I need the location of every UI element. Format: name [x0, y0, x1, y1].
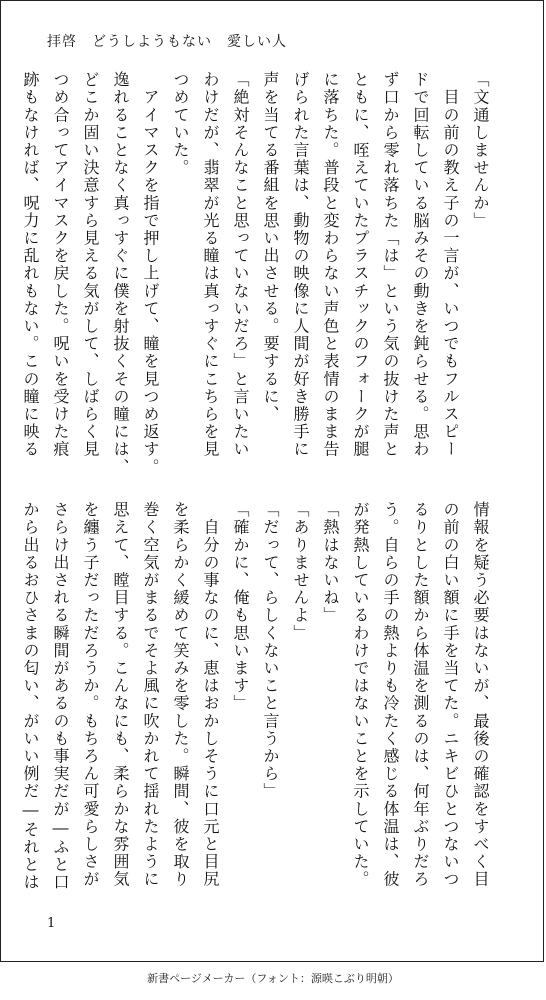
- text-line: 跡もなければ、呪力に乱れもない。この瞳に映る: [21, 71, 40, 459]
- text-line: 逸れることなく真っすぐに僕を射抜くその瞳には、: [111, 71, 130, 476]
- text-line: 「文通しませんか」: [471, 71, 490, 230]
- text-line: つめ合ってアイマスクを戻した。呪いを受けた痕: [51, 71, 70, 459]
- running-header-title: 拝啓 どうしようもない 愛しい人: [47, 34, 287, 50]
- upper-text-block: [21, 71, 495, 476]
- text-line: げられた言葉は、動物の映像に人間が好き勝手に: [291, 71, 310, 459]
- text-line: さらけ出される瞬間があるのも事実だが―ふと口: [51, 501, 70, 892]
- text-line: るりとした額から体温を測るのは、何年ぶりだろ: [411, 501, 430, 889]
- lower-text-block: [21, 501, 495, 901]
- text-line: ドで回転している脳みその動きを鈍らせる。思わ: [411, 71, 430, 459]
- text-line: 「絶対そんなこと思っていないだろ」と言いたい: [231, 71, 250, 459]
- text-line: が発熱しているわけではないことを示していた。: [351, 501, 370, 889]
- text-line: 「だって、らしくないこと言うから」: [261, 501, 280, 801]
- text-line: の前の白い額に手を当てた。ニキビひとつないつ: [441, 501, 460, 889]
- text-line: 自分の事なのに、恵はおかしそうに口元と目尻: [201, 501, 220, 889]
- text-line: どこか固い決意すら見える気がして、しばらく見: [81, 71, 100, 459]
- text-line: 目の前の教え子の一言が、いつでもフルスピー: [441, 71, 460, 459]
- text-line: 情報を疑う必要はないが、最後の確認をすべく目: [471, 501, 490, 889]
- text-line: ともに、咥えていたプラスチックのフォークが腿: [351, 71, 370, 459]
- text-line: を纏う子だっただろうか。もちろん可愛らしさが: [81, 501, 100, 889]
- text-line: う。自らの手の熱よりも冷たく感じる体温は、彼: [381, 501, 400, 889]
- text-line: を柔らかく緩めて笑みを零した。瞬間、彼を取り: [171, 501, 190, 889]
- text-line: から出るおひさまの匂い、がいい例だ―それとは: [21, 501, 40, 892]
- text-line: 思えて、瞠目する。こんなにも、柔らかな雰囲気: [111, 501, 130, 889]
- text-line: 声を当てる番組を思い出させる。要するに、: [261, 71, 280, 423]
- page-number: 1: [47, 916, 56, 931]
- text-line: 「ありませんよ」: [291, 501, 310, 642]
- footer-caption: 新書ページメーカー（フォント：源暎こぶり明朝）: [147, 972, 399, 985]
- text-line: 「熱はないね」: [321, 501, 340, 625]
- text-line: ず口から零れ落ちた「は」という気の抜けた声と: [381, 71, 400, 459]
- text-line: 巻く空気がまるでそよ風に吹かれて揺れたように: [141, 501, 160, 889]
- text-line: 「確かに、俺も思います」: [231, 501, 250, 713]
- text-line: つめていた。: [171, 71, 190, 177]
- text-line: に落ちた。普段と変わらない声色と表情のまま告: [321, 71, 340, 459]
- text-line: アイマスクを指で押し上げて、瞳を見つめ返す。: [141, 71, 160, 476]
- text-line: わけだが、翡翠が光る瞳は真っすぐにこちらを見: [201, 71, 220, 459]
